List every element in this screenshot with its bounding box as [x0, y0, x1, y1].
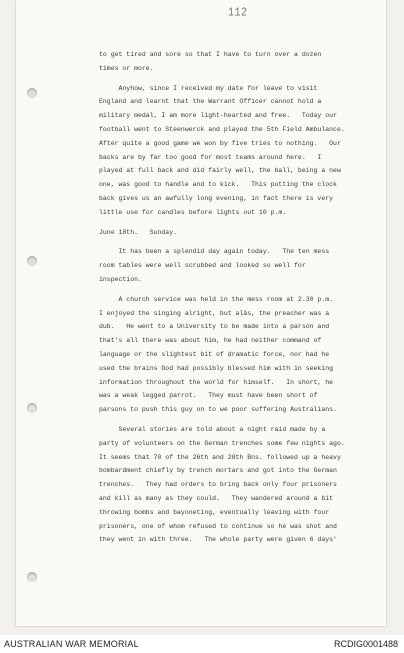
- text-line: A church service was held in the mess room at 2.30 p.m.: [99, 295, 334, 303]
- text-line: trenches. They had orders to bring back only four prisoners: [99, 481, 337, 489]
- text-line: room tables were well scrubbed and looked so well for: [99, 262, 306, 270]
- text-line: I enjoyed the singing alright, but alâs, the preacher was a: [99, 309, 330, 317]
- text-line: It seems that 70 of the 26th and 28th Bns. followed up a heavy: [99, 453, 341, 461]
- text-line: prisoners, one of whom refused to continue so he was shot and: [99, 522, 337, 530]
- text-line: language or the slightest bit of dramatic force, nor had he: [99, 350, 330, 358]
- text-line: backs are by far too good for most teams around here. I: [99, 153, 322, 161]
- text-line: times or more.: [99, 64, 154, 72]
- punch-hole-middle: [27, 256, 37, 266]
- text-line: Several stories are told about a night raid made by a: [99, 425, 326, 433]
- text-line: used the brains God had possibly blessed him with in seeking: [99, 364, 334, 372]
- text-line: played at full back and did fairly well, the ball, being a new: [99, 167, 341, 175]
- typed-text-body: [99, 48, 389, 547]
- text-line: throwing bombs and bayoneting, eventually leaving with four: [99, 508, 330, 516]
- archive-footer: [0, 635, 404, 653]
- text-line: It has been a splendid day again today. The ten mess: [99, 248, 330, 256]
- footer-record-id: RCDIG0001488: [333, 639, 398, 649]
- text-line: dub. He went to a University to be made into a parson and: [99, 323, 330, 331]
- punch-hole-lower: [27, 403, 37, 413]
- page-number: 112: [228, 6, 248, 21]
- text-line: was a weak legged parrot. They must have been short of: [99, 392, 318, 400]
- text-line: military medal, I am more light-hearted and free. Today our: [99, 112, 337, 120]
- text-line: England and learnt that the Warrant Officer cannot hold a: [99, 98, 322, 106]
- text-line: that's all there was about him, he had neither command of: [99, 337, 322, 345]
- text-line: one, was good to handle and to kick. This putting the clock: [99, 181, 337, 189]
- text-line: party of volunteers on the German trenches some few nights ago.: [99, 439, 345, 447]
- text-line: parsons to push this guy on to we poor suffering Australians.: [99, 406, 337, 414]
- punch-hole-bottom: [27, 572, 37, 582]
- text-line: June 18th. Sunday.: [99, 228, 178, 236]
- text-line: little use for candles before lights out 10 p.m.: [99, 208, 287, 216]
- text-line: Anyhow, since I received my date for leave to visit: [99, 84, 318, 92]
- text-line: After quite a good game we won by five tries to nothing. Our: [99, 139, 341, 147]
- footer-institution: AUSTRALIAN WAR MEMORIAL: [4, 639, 139, 649]
- text-line: football went to Steenwerck and played the 5th Field Ambulance.: [99, 125, 345, 133]
- text-line: to get tired and sore so that I have to turn over a dozen: [99, 51, 322, 58]
- punch-hole-top: [27, 88, 37, 98]
- text-line: information throughout the world for himself. In short, he: [99, 378, 334, 386]
- text-line: and kill as many as they could. They wandered around a bit: [99, 494, 334, 502]
- text-line: back gives us an awfully long evening, in fact there is very: [99, 194, 334, 202]
- text-line: inspection.: [99, 275, 142, 283]
- text-line: they went in with three. The whole party were given 6 days': [99, 536, 337, 544]
- text-line: bombardment chiefly by trench mortars and got into the German: [99, 467, 337, 475]
